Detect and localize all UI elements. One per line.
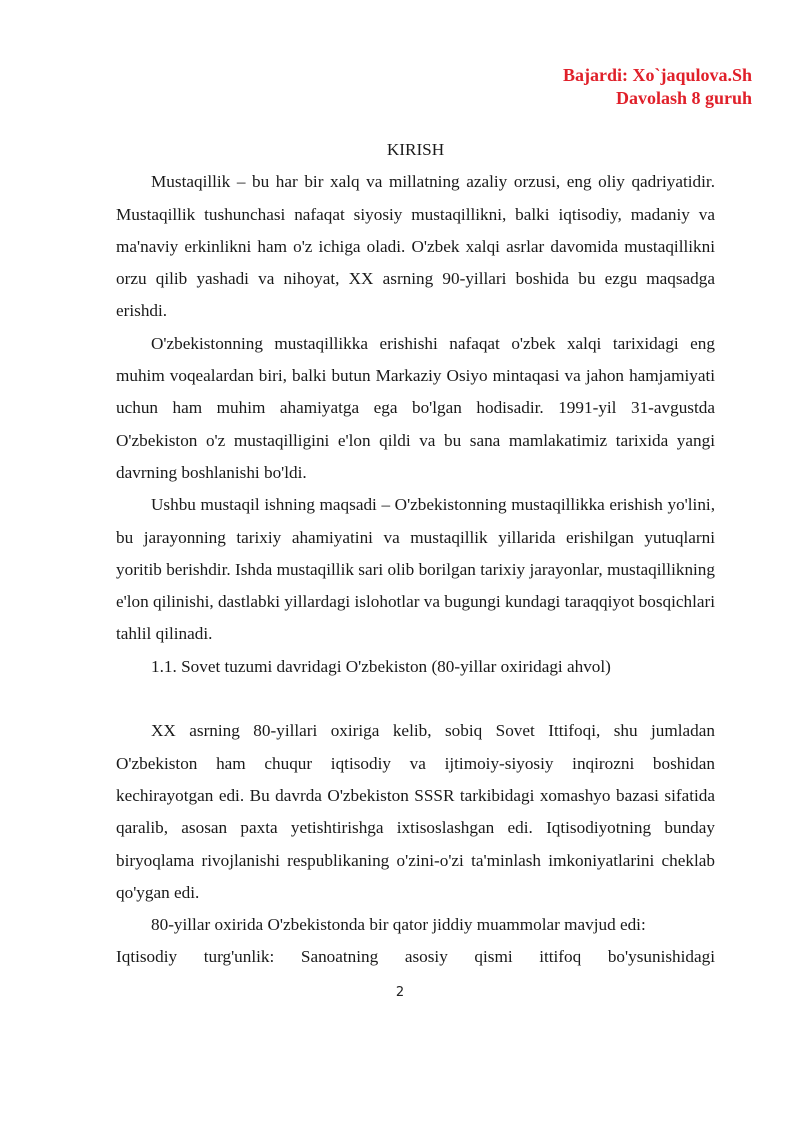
section-heading: 1.1. Sovet tuzumi davridagi O'zbekiston (80-yillar oxiridagi ahvol) [151,656,611,676]
paragraph: Mustaqillik – bu har bir xalq va millatning azaliy orzusi, eng oliy qadriyatidir. Mustaqillik tushunchasi nafaqat siyosiy mustaqillikni, balki iqtisodiy, madaniy va ma'naviy erkinlikni ham o'z ichiga oladi. O'zbek xalqi asrlar davomida mustaqillikni orzu qilib yashadi va nihoyat, XX asrning 90-yillari boshida bu ezgu maqsadga erishdi. [116,172,715,321]
document-body [116,134,715,974]
page-number: 2 [395,985,405,1000]
paragraph: XX asrning 80-yillari oxiriga kelib, sobiq Sovet Ittifoqi, shu jumladan O'zbekiston ham chuqur iqtisodiy va ijtimoiy-siyosiy inqirozni boshidan kechirayotgan edi. Bu davrda O'zbekiston SSSR tarkibidagi xomashyo bazasi sifatida qaralib, asosan paxta yetishtirishga ixtisoslashgan edi. Iqtisodiyotning bunday biryoqlama rivojlanishi respublikaning o'zini-o'zi ta'minlash imkoniyatlarini cheklab qo'ygan edi. [116,721,715,902]
paragraph: Ushbu mustaqil ishning maqsadi – O'zbekistonning mustaqillikka erishish yo'lini, bu jarayonning tarixiy ahamiyatini va mustaqillik yillarida erishilgan yutuqlarni yoritib berishdir. Ishda mustaqillik sari olib borilgan tarixiy jarayonlar, mustaqillikning e'lon qilinishi, dastlabki yillardagi islohotlar va bugungi kundagi taraqqiyot bosqichlari tahlil qilinadi. [116,495,715,644]
blank-line [116,683,715,715]
document-title: KIRISH [386,140,445,159]
author-name: Bajardi: Xo`jaqulova.Sh [562,65,752,85]
paragraph-continued: Iqtisodiy turg'unlik: Sanoatning asosiy qismi ittifoq bo'ysunishidagi [116,947,715,967]
group-name: Davolash 8 guruh [615,88,752,108]
author-header [563,64,752,110]
paragraph: O'zbekistonning mustaqillikka erishishi nafaqat o'zbek xalqi tarixidagi eng muhim voqealardan biri, balki butun Markaziy Osiyo mintaqasi va jahon hamjamiyati uchun ham muhim ahamiyatga ega bo'lgan hodisadir. 1991-yil 31-avgustda O'zbekiston o'z mustaqilligini e'lon qildi va bu sana mamlakatimiz tarixida yangi davrning boshlanishi bo'ldi. [116,333,715,482]
paragraph: 80-yillar oxirida O'zbekistonda bir qator jiddiy muammolar mavjud edi: [151,915,646,935]
